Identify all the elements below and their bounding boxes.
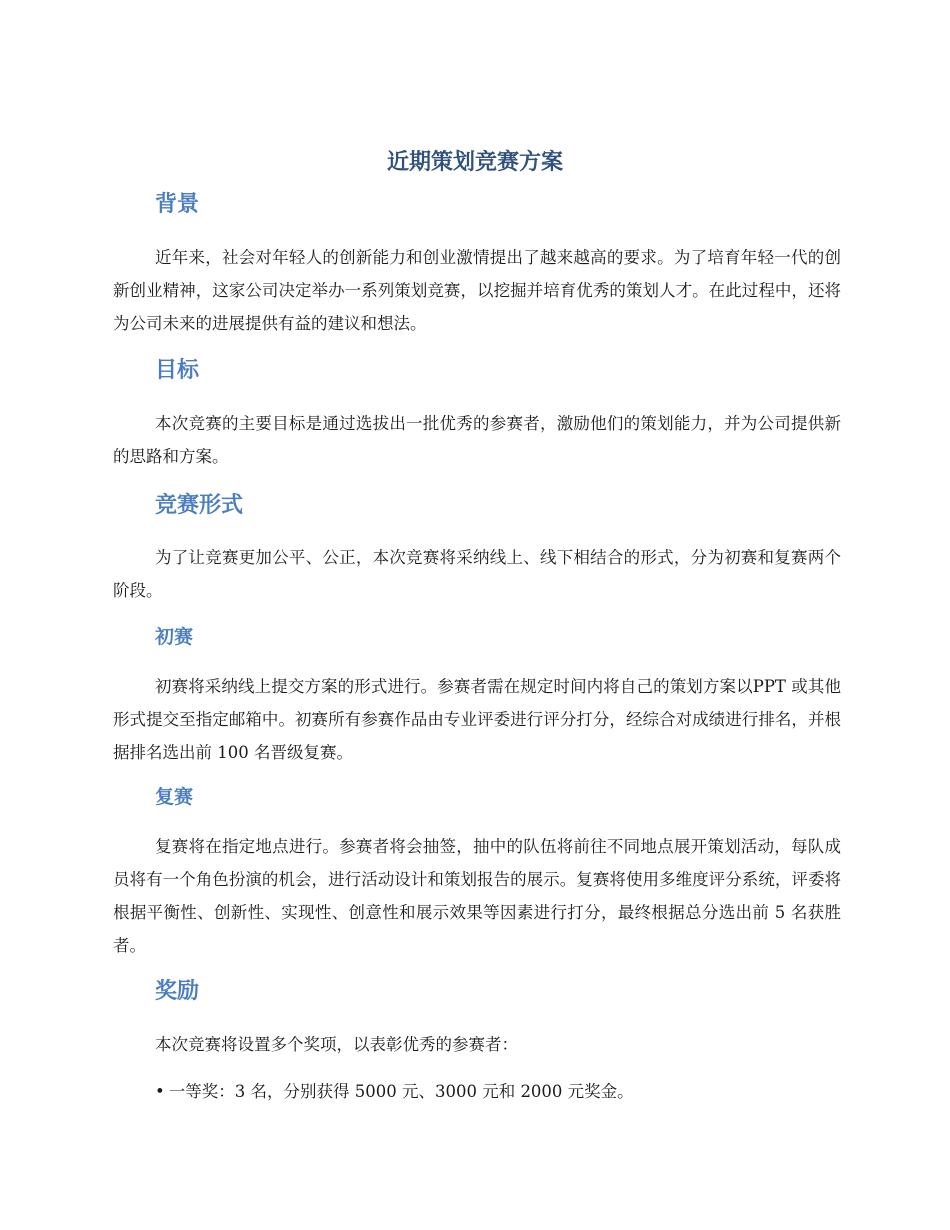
paragraph-awards: 本次竞赛将设置多个奖项，以表彰优秀的参赛者： bbox=[155, 1035, 518, 1054]
subsection-heading-preliminary: 初赛 bbox=[155, 626, 194, 648]
paragraph-final: 复赛将在指定地点进行。参赛者将会抽签，抽中的队伍将前往不同地点展开策划活动，每队成员将有一个角色扮演的机会，进行活动设计和策划报告的展示。复赛将使用多维度评分系统，评委将根据平衡性、创新性、实现性、创意性和展示效果等因素进行打分，最终根据总分选出前 5 名获胜者。 bbox=[113, 837, 841, 955]
bullet-marker: • bbox=[155, 1082, 165, 1101]
paragraph-preliminary: 初赛将采纳线上提交方案的形式进行。参赛者需在规定时间内将自己的策划方案以PPT 或其他形式提交至指定邮箱中。初赛所有参赛作品由专业评委进行评分打分，经综合对成绩进行排名，并根据排名选出前 100 名晋级复赛。 bbox=[113, 677, 841, 762]
list-item bbox=[155, 1075, 845, 1108]
subsection-heading-final: 复赛 bbox=[155, 786, 194, 808]
section-heading-background: 背景 bbox=[155, 192, 200, 217]
paragraph-goal: 本次竞赛的主要目标是通过选拔出一批优秀的参赛者，激励他们的策划能力，并为公司提供新的思路和方案。 bbox=[113, 414, 841, 466]
paragraph-format: 为了让竞赛更加公平、公正，本次竞赛将采纳线上、线下相结合的形式，分为初赛和复赛两个阶段。 bbox=[113, 548, 841, 600]
paragraph-background: 近年来，社会对年轻人的创新能力和创业激情提出了越来越高的要求。为了培育年轻一代的创新创业精神，这家公司决定举办一系列策划竞赛，以挖掘并培育优秀的策划人才。在此过程中，还将为公司未来的进展提供有益的建议和想法。 bbox=[113, 248, 841, 333]
award-item-text: 一等奖：3 名，分别获得 5000 元、3000 元和 2000 元奖金。 bbox=[168, 1082, 634, 1101]
section-heading-goal: 目标 bbox=[155, 358, 200, 383]
section-heading-awards: 奖励 bbox=[155, 979, 200, 1004]
section-heading-format: 竞赛形式 bbox=[155, 493, 244, 518]
page-title: 近期策划竞赛方案 bbox=[386, 150, 563, 175]
